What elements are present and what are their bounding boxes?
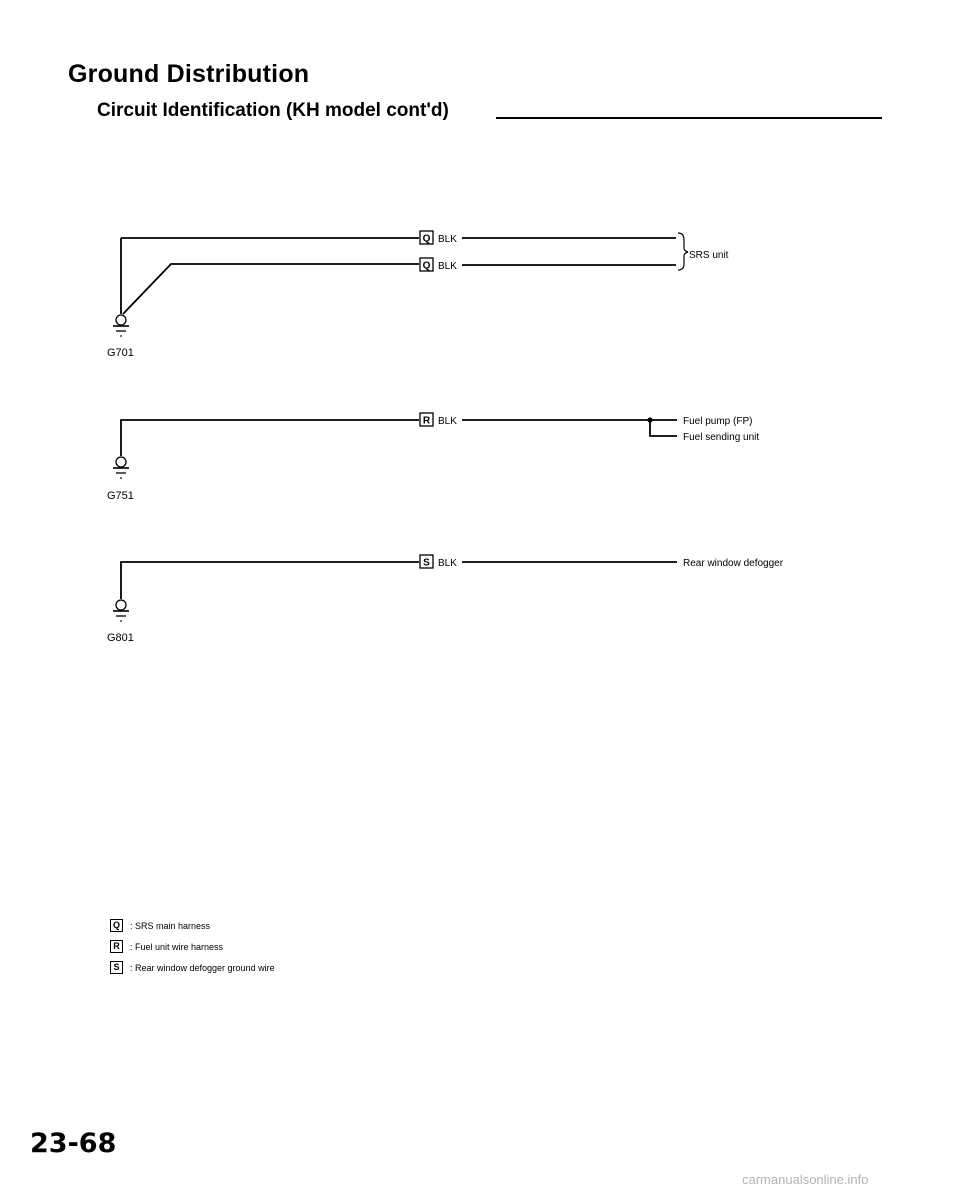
legend-text: : SRS main harness [130, 920, 211, 931]
g701-wire-1 [121, 238, 419, 314]
wire-color-4: BLK [438, 558, 457, 569]
legend-item [110, 958, 275, 977]
legend-text: : Fuel unit wire harness [130, 941, 224, 952]
page-subtitle: Circuit Identification (KH model cont'd) [97, 100, 449, 121]
wire-color-3: BLK [438, 416, 457, 427]
legend-item [110, 937, 275, 956]
circuit-g701 [107, 231, 729, 359]
g701-wire-2 [123, 264, 419, 314]
connector-r [420, 413, 433, 427]
legend-text: : Rear window defogger ground wire [130, 962, 275, 973]
ground-label-g751: G751 [107, 490, 134, 502]
wire-color-1: BLK [438, 234, 457, 245]
legend-connector-q: Q [110, 919, 123, 932]
legend-connector-r: R [110, 940, 123, 953]
page-title: Ground Distribution [68, 60, 310, 88]
ground-label-g701: G701 [107, 347, 134, 359]
g801-wire [121, 562, 419, 599]
circuit-g751 [107, 413, 759, 502]
svg-text:Q: Q [422, 233, 431, 245]
legend-connector-s: S [110, 961, 123, 974]
svg-text:Q: Q [422, 260, 431, 272]
connector-s [420, 555, 433, 569]
ground-label-g801: G801 [107, 632, 134, 644]
rear-window-defogger-label: Rear window defogger [683, 558, 784, 569]
watermark: carmanualsonline.info [742, 1172, 869, 1187]
fuel-branch [650, 420, 677, 436]
srs-bracket [678, 233, 688, 270]
srs-unit-label: SRS unit [689, 250, 729, 261]
connector-q-2 [420, 258, 433, 272]
connector-q-1 [420, 231, 433, 245]
fuel-sending-unit-label: Fuel sending unit [683, 432, 760, 443]
ground-symbol-g751 [113, 457, 129, 478]
page-number: 23-68 [30, 1128, 117, 1159]
circuit-g801 [107, 555, 784, 644]
ground-symbol-g801 [113, 600, 129, 621]
connector-legend [110, 916, 275, 979]
svg-text:S: S [423, 557, 430, 569]
fuel-pump-label: Fuel pump (FP) [683, 416, 753, 427]
g751-wire [121, 420, 419, 456]
legend-item [110, 916, 275, 935]
ground-symbol-g701 [113, 315, 129, 336]
svg-text:R: R [422, 415, 431, 427]
wire-color-2: BLK [438, 261, 457, 272]
